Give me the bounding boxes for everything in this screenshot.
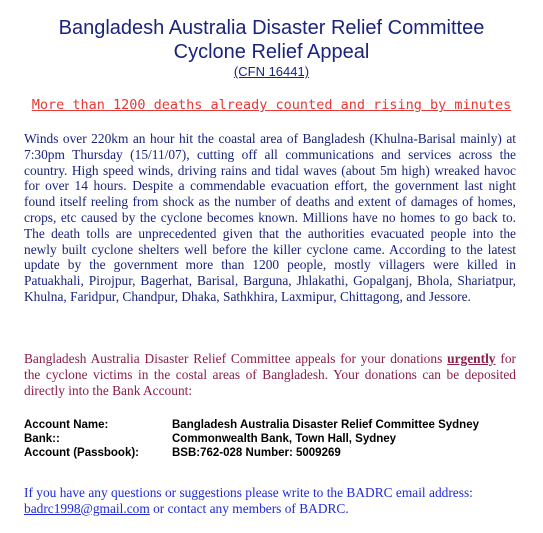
contact-text-end: or contact any members of BADRC. [149, 500, 349, 516]
death-toll-headline: More than 1200 deaths already counted and rising by minutes [31, 97, 512, 113]
contact-paragraph [24, 485, 516, 517]
contact-text-start: If you have any questions or suggestions please write to the BADRC email address: [24, 485, 473, 500]
bank-row [24, 432, 524, 446]
committee-title: Bangladesh Australia Disaster Relief Committee [58, 17, 485, 39]
appeal-text-start: Bangladesh Australia Disaster Relief Committee appeals for your donations [24, 351, 448, 366]
cfn-number: (CFN 16441) [233, 64, 310, 79]
email-link[interactable]: badrc1998@gmail.com [24, 500, 150, 516]
account-name-row [24, 418, 524, 432]
appeal-title: Cyclone Relief Appeal [173, 41, 370, 63]
urgently-emphasis: urgently [447, 351, 496, 366]
bank-label: Bank:: [24, 433, 60, 445]
appeal-paragraph [24, 351, 516, 398]
bank-account-details [24, 418, 524, 460]
situation-paragraph: Winds over 220km an hour hit the coastal area of Bangladesh (Khulna-Barisal mainly) at 7:30pm Thursday (15/11/07), cutting off all communications and services across the country. High speed winds, driving rains and tidal waves (about 5m high) wreaked havoc for over 14 hours. Despite a commendable evacuation effort, the government last night found itself reeling from shock as the number of deaths and extent of damages of homes, crops, etc caused by the cyclone becomes known. Millions have no homes to go back to. The death tolls are unprecedented given that the authorities evacuated people into the newly built cyclone shelters well before the killer cyclone came. According to the latest update by the government more than 1200 people, mostly villagers were killed in Patuakhali, Pirojpur, Bagerhat, Barisal, Barguna, Jhlakathi, Gopalganj, Bhola, Shariatpur, Khulna, Faridpur, Chandpur, Dhaka, Sathkhira, Laxmipur, Chittagong, and Jessore. [24, 131, 516, 304]
passbook-row [24, 446, 524, 460]
passbook-value: BSB:762-028 Number: 5009269 [172, 447, 341, 459]
account-name-label: Account Name: [24, 419, 109, 431]
account-name-value: Bangladesh Australia Disaster Relief Committee Sydney [172, 419, 479, 431]
bank-value: Commonwealth Bank, Town Hall, Sydney [172, 433, 397, 445]
passbook-label: Account (Passbook): [24, 447, 140, 459]
appeal-text-end: for the cyclone victims in the costal areas of Bangladesh. Your donations can be deposited directly into the Bank Account: [24, 351, 517, 398]
